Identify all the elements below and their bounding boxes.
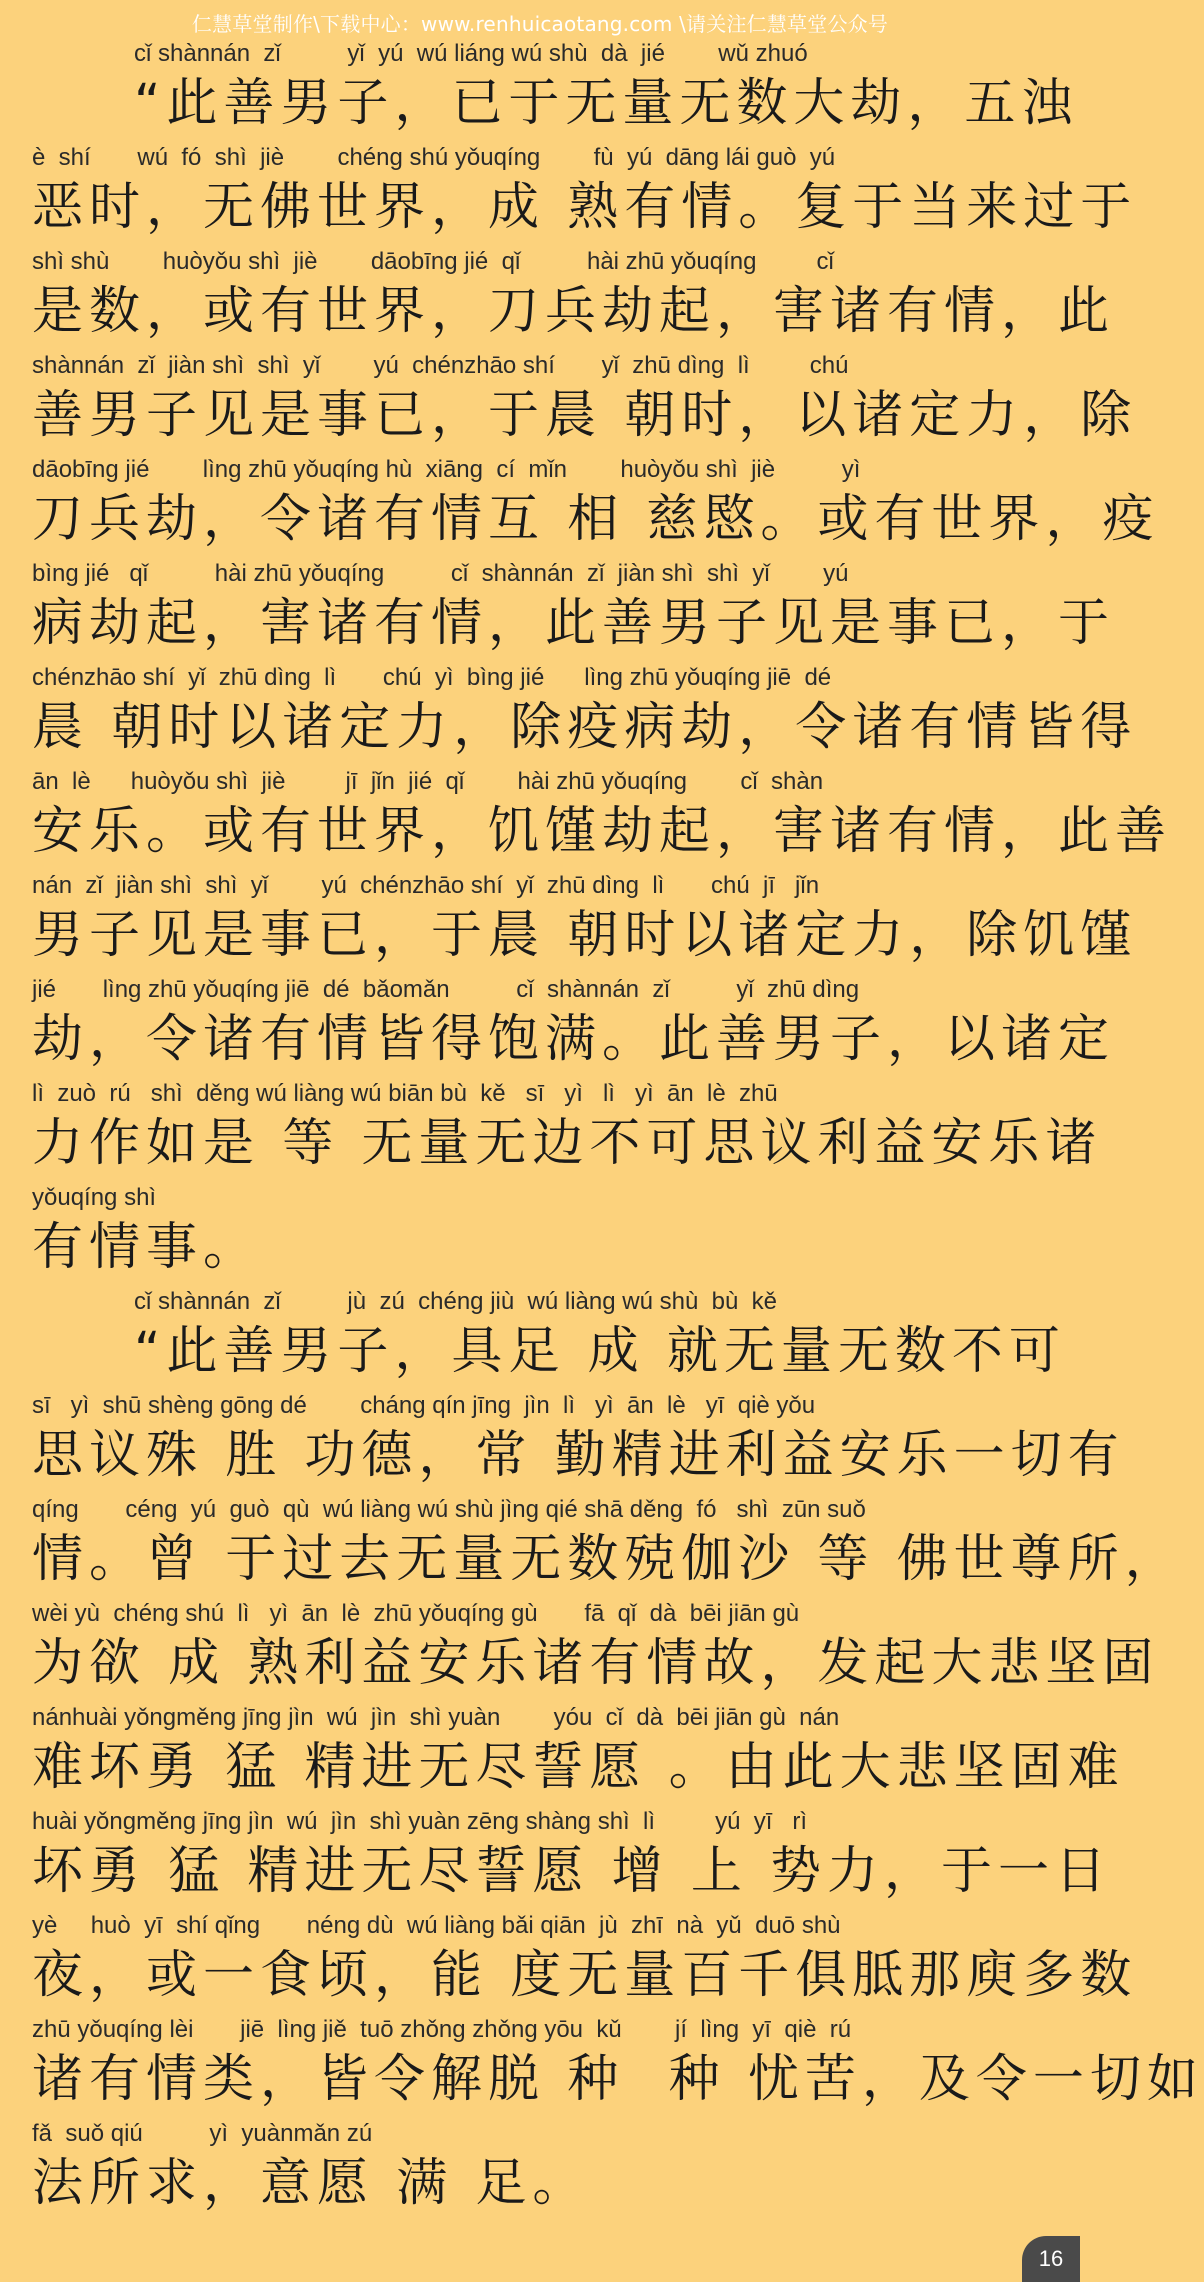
pinyin-line: yè huò yī shí qǐng néng dù wú liàng bǎi qiān jù zhī nà yǔ duō shù <box>32 1912 841 1939</box>
text-line <box>32 1910 1138 2014</box>
text-line <box>32 1078 1103 1182</box>
pinyin-line: chénzhāo shí yǐ zhū dìng lì chú yì bìng jié lìng zhū yǒuqíng jiē dé <box>32 664 832 691</box>
hanzi-line: 劫，令诸有情皆得饱满。此善男子，以诸定 <box>32 1010 1116 1069</box>
hanzi-line: 晨 朝时以诸定力，除疫病劫，令诸有情皆得 <box>32 698 1138 757</box>
text-line <box>32 558 1116 662</box>
pinyin-line: fǎ suǒ qiú yì yuànmǎn zú <box>32 2120 373 2147</box>
text-line <box>32 1286 1066 1390</box>
hanzi-line: 诸有情类，皆令解脱 种 种 忧苦，及令一切如 <box>32 2050 1204 2109</box>
hanzi-line: 力作如是 等 无量无边不可思议利益安乐诸 <box>32 1114 1103 1173</box>
text-line <box>32 870 1138 974</box>
pinyin-line: nánhuài yǒngměng jīng jìn wú jìn shì yuàn yóu cǐ dà bēi jiān gù nán <box>32 1704 840 1731</box>
text-line <box>32 662 1138 766</box>
pinyin-line: huài yǒngměng jīng jìn wú jìn shì yuàn zēng shàng shì lì yú yī rì <box>32 1808 808 1835</box>
paragraph-2 <box>32 1286 1066 1390</box>
pinyin-line: è shí wú fó shì jiè chéng shú yǒuqíng fù yú dāng lái guò yú <box>32 144 836 171</box>
pinyin-line: yǒuqíng shì <box>32 1184 157 1211</box>
hanzi-line: 坏勇 猛 精进无尽誓愿 增 上 势力，于一日 <box>32 1842 1113 1901</box>
pinyin-line: cǐ shànnán zǐ jù zú chéng jiù wú liàng wú shù bù kě <box>134 1288 778 1315</box>
paragraph-1 <box>32 38 1079 142</box>
hanzi-line: 为欲 成 熟利益安乐诸有情故，发起大悲坚固 <box>32 1634 1160 1693</box>
hanzi-line: “此善男子，具足 成 就无量无数不可 <box>134 1322 1066 1381</box>
text-line <box>32 1598 1160 1702</box>
pinyin-line: nán zǐ jiàn shì shì yǐ yú chénzhāo shí yǐ zhū dìng lì chú jī jǐn <box>32 872 820 899</box>
text-line <box>32 1806 1113 1910</box>
text-line <box>32 142 1138 246</box>
pinyin-line: shì shù huòyǒu shì jiè dāobīng jié qǐ hài zhū yǒuqíng cǐ <box>32 248 834 275</box>
text-line <box>32 246 1116 350</box>
pinyin-line: lì zuò rú shì děng wú liàng wú biān bù kě sī yì lì yì ān lè zhū <box>32 1080 778 1107</box>
pinyin-line: wèi yù chéng shú lì yì ān lè zhū yǒuqíng gù fā qǐ dà bēi jiān gù <box>32 1600 800 1627</box>
hanzi-line: 病劫起，害诸有情，此善男子见是事已，于 <box>32 594 1116 653</box>
hanzi-line: “此善男子，已于无量无数大劫，五浊 <box>134 74 1079 133</box>
pinyin-line: zhū yǒuqíng lèi jiē lìng jiě tuō zhǒng zhǒng yōu kǔ jí lìng yī qiè rú <box>32 2016 852 2043</box>
text-line <box>32 1390 1125 1494</box>
text-body <box>32 38 1204 2222</box>
hanzi-line: 情。曾 于过去无量无数殑伽沙 等 佛世尊所， <box>32 1530 1182 1589</box>
pinyin-line: jié lìng zhū yǒuqíng jiē dé bǎomǎn cǐ shànnán zǐ yǐ zhū dìng <box>32 976 860 1003</box>
hanzi-line: 刀兵劫，令诸有情互 相 慈愍。或有世界，疫 <box>32 490 1160 549</box>
pinyin-line: shànnán zǐ jiàn shì shì yǐ yú chénzhāo shí yǐ zhū dìng lì chú <box>32 352 849 379</box>
text-line <box>32 350 1138 454</box>
text-line <box>32 2118 1048 2222</box>
hanzi-line: 是数，或有世界，刀兵劫起，害诸有情，此 <box>32 282 1116 341</box>
hanzi-line: 男子见是事已，于晨 朝时以诸定力，除饥馑 <box>32 906 1138 965</box>
paragraph-2-cont <box>32 1390 1204 2222</box>
text-line <box>32 2014 1204 2118</box>
hanzi-line: 安乐。或有世界，饥馑劫起，害诸有情，此善 <box>32 802 1173 861</box>
text-line <box>32 38 1079 142</box>
page-number-badge: 16 <box>1022 2236 1080 2282</box>
hanzi-line: 难坏勇 猛 精进无尽誓愿 。由此大悲坚固难 <box>32 1738 1125 1797</box>
pinyin-line: dāobīng jié lìng zhū yǒuqíng hù xiāng cí mǐn huòyǒu shì jiè yì <box>32 456 861 483</box>
text-line <box>32 974 1116 1078</box>
hanzi-line: 善男子见是事已，于晨 朝时，以诸定力，除 <box>32 386 1138 445</box>
pinyin-line: sī yì shū shèng gōng dé cháng qín jīng jìn lì yì ān lè yī qiè yǒu <box>32 1392 816 1419</box>
text-line <box>32 1494 1182 1598</box>
page-header: 仁慧草堂制作\下载中心：www.renhuicaotang.com \请关注仁慧草堂公众号 <box>191 12 889 36</box>
text-line <box>32 1702 1125 1806</box>
hanzi-line: 夜，或一食顷，能 度无量百千俱胝那庾多数 <box>32 1946 1138 2005</box>
hanzi-line: 思议殊 胜 功德，常 勤精进利益安乐一切有 <box>32 1426 1125 1485</box>
hanzi-line: 恶时，无佛世界，成 熟有情。复于当来过于 <box>32 178 1138 237</box>
hanzi-line: 有情事。 <box>32 1218 261 1277</box>
pinyin-line: ān lè huòyǒu shì jiè jī jǐn jié qǐ hài zhū yǒuqíng cǐ shàn <box>32 768 824 795</box>
hanzi-line: 法所求，意愿 满 足。 <box>32 2154 590 2213</box>
pinyin-line: cǐ shànnán zǐ yǐ yú wú liáng wú shù dà jié wǔ zhuó <box>134 40 808 67</box>
paragraph-1-cont <box>32 142 1173 1286</box>
text-line <box>32 454 1160 558</box>
pinyin-line: qíng céng yú guò qù wú liàng wú shù jìng qié shā děng fó shì zūn suǒ <box>32 1496 866 1523</box>
text-line <box>32 766 1173 870</box>
text-line <box>32 1182 1048 1286</box>
pinyin-line: bìng jié qǐ hài zhū yǒuqíng cǐ shànnán zǐ jiàn shì shì yǐ yú <box>32 560 849 587</box>
